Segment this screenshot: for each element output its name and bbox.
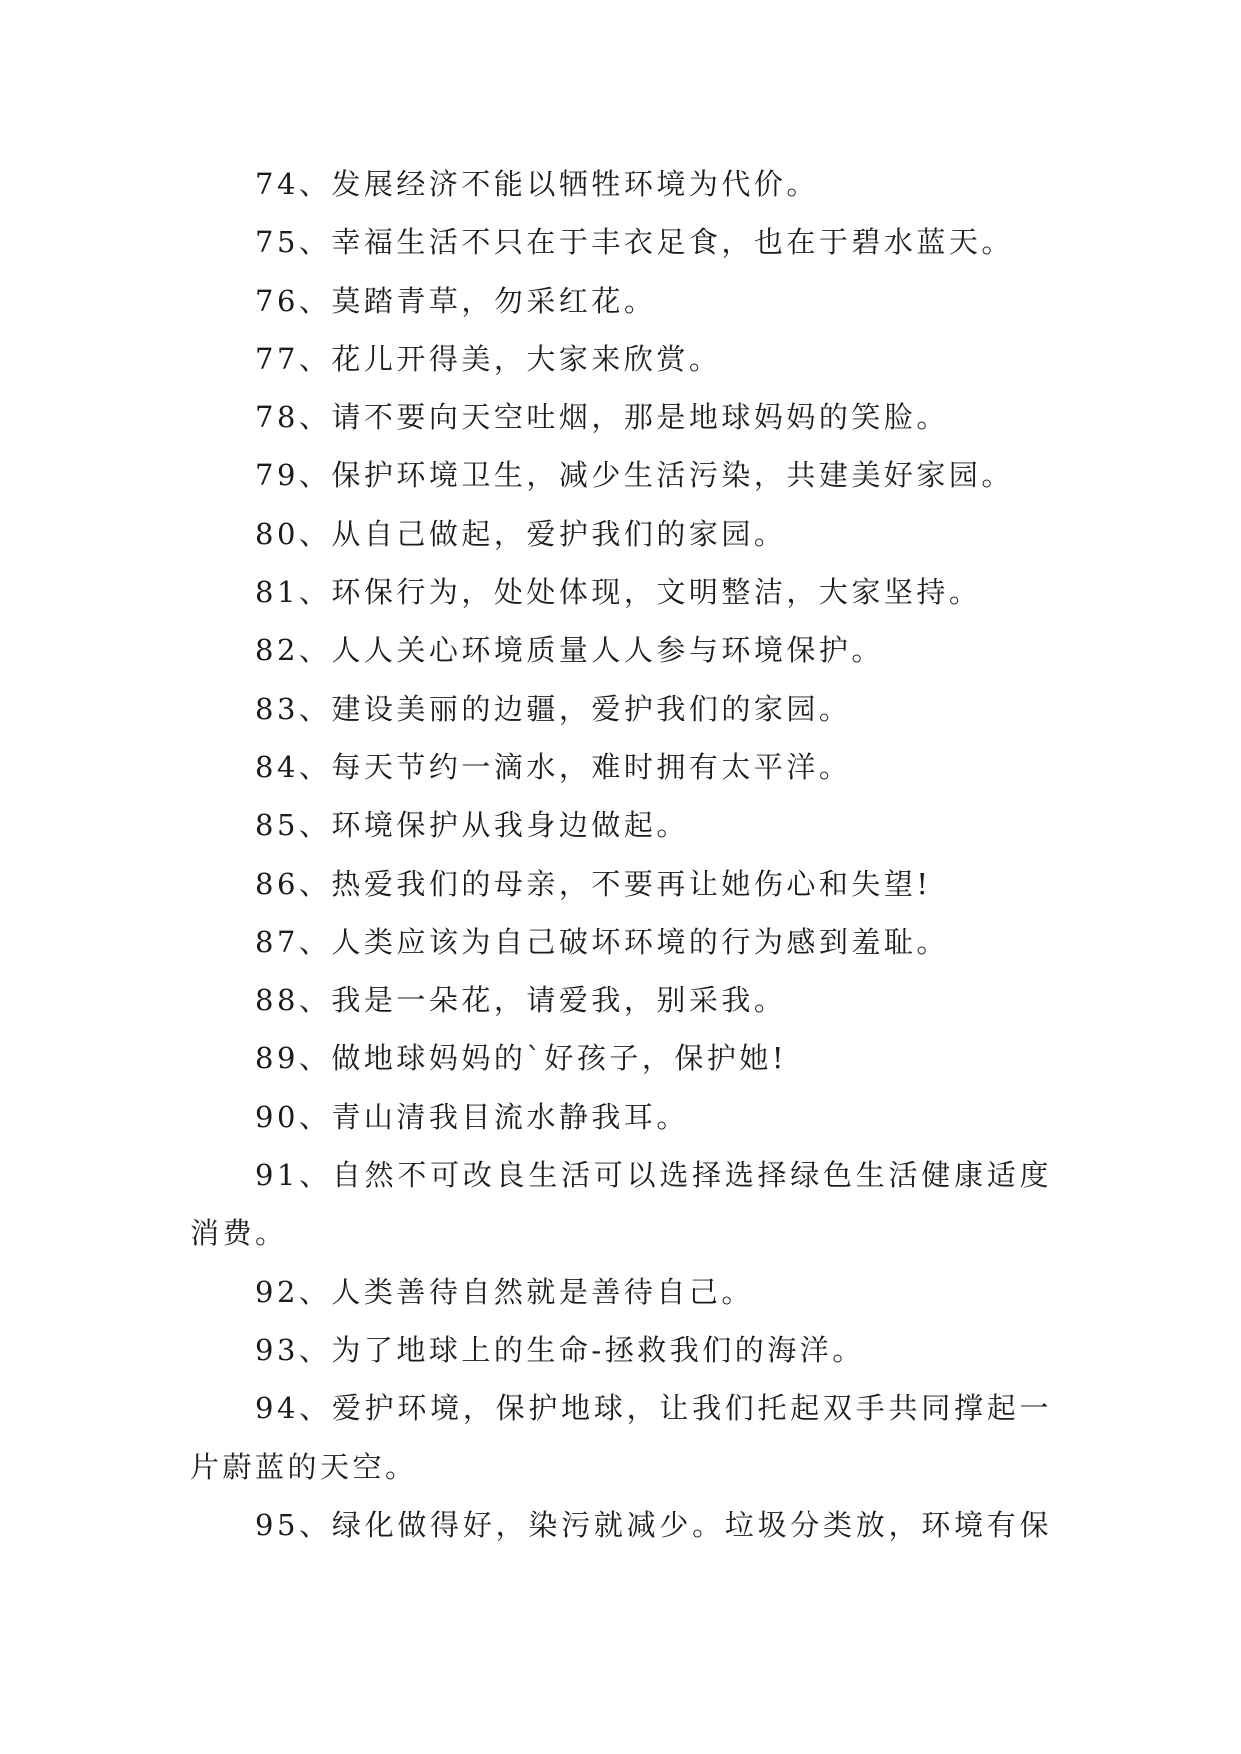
paragraph-line-continued: 消费。 (190, 1216, 288, 1251)
list-item (190, 1496, 1052, 1554)
paragraph-line: 87、人类应该为自己破坏环境的行为感到羞耻。 (255, 924, 949, 959)
paragraph-line: 77、花儿开得美，大家来欣赏。 (255, 341, 722, 376)
paragraph-line: 92、人类善待自然就是善待自己。 (255, 1274, 754, 1309)
slogan-list (190, 155, 1052, 1554)
list-item (190, 1263, 1052, 1321)
paragraph-line: 83、建设美丽的边疆，爱护我们的家园。 (255, 691, 852, 726)
paragraph-line: 82、人人关心环境质量人人参与环境保护。 (255, 633, 884, 668)
paragraph-line: 84、每天节约一滴水，难时拥有太平洋。 (255, 749, 852, 784)
paragraph-line: 90、青山清我目流水静我耳。 (255, 1099, 689, 1134)
paragraph-line: 95、绿化做得好，染污就减少。垃圾分类放，环境有保 (255, 1507, 1052, 1542)
list-item (190, 505, 1052, 563)
list-item (190, 155, 1052, 213)
paragraph-line: 86、热爱我们的母亲，不要再让她伤心和失望! (255, 866, 932, 901)
paragraph-line: 79、保护环境卫生，减少生活污染，共建美好家园。 (255, 458, 1014, 493)
paragraph-line: 75、幸福生活不只在于丰衣足食，也在于碧水蓝天。 (255, 225, 1014, 260)
list-item (190, 563, 1052, 621)
list-item (190, 1379, 1052, 1496)
list-item (190, 1029, 1052, 1087)
paragraph-line: 88、我是一朵花，请爱我，别采我。 (255, 983, 787, 1018)
paragraph-line-continued: 片蔚蓝的天空。 (190, 1449, 418, 1484)
list-item (190, 680, 1052, 738)
list-item (190, 621, 1052, 679)
paragraph-line: 81、环保行为，处处体现，文明整洁，大家坚持。 (255, 575, 982, 610)
list-item (190, 855, 1052, 913)
paragraph-line: 74、发展经济不能以牺牲环境为代价。 (255, 167, 819, 201)
list-item (190, 1146, 1052, 1263)
list-item (190, 213, 1052, 271)
list-item (190, 446, 1052, 504)
list-item (190, 913, 1052, 971)
list-item (190, 738, 1052, 796)
list-item (190, 272, 1052, 330)
paragraph-line: 76、莫踏青草，勿采红花。 (255, 283, 657, 318)
paragraph-line: 93、为了地球上的生命-拯救我们的海洋。 (255, 1332, 865, 1367)
paragraph-line: 89、做地球妈妈的`好孩子，保护她! (255, 1041, 788, 1076)
list-item (190, 1321, 1052, 1379)
paragraph-line: 80、从自己做起，爱护我们的家园。 (255, 516, 787, 551)
paragraph-line: 91、自然不可改良生活可以选择选择绿色生活健康适度 (255, 1158, 1052, 1193)
list-item (190, 796, 1052, 854)
paragraph-line: 78、请不要向天空吐烟，那是地球妈妈的笑脸。 (255, 400, 949, 435)
list-item (190, 388, 1052, 446)
list-item (190, 971, 1052, 1029)
paragraph-line: 94、爱护环境，保护地球，让我们托起双手共同撑起一 (255, 1391, 1052, 1426)
list-item (190, 330, 1052, 388)
list-item (190, 1088, 1052, 1146)
paragraph-line: 85、环境保护从我身边做起。 (255, 808, 689, 843)
